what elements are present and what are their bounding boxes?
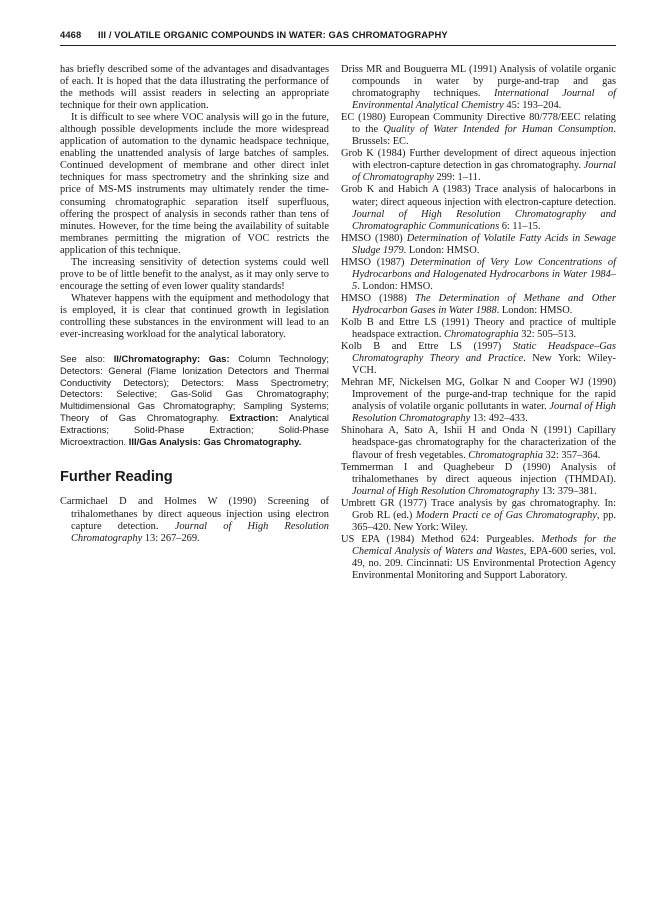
reference-item: Umbrett GR (1977) Trace analysis by gas chromatography. In: Grob RL (ed.) Modern Practi ce of Gas Chromatography, pp. 365–420. New York: Wiley. (341, 497, 616, 533)
further-reading-heading: Further Reading (60, 469, 173, 486)
body-paragraph: It is difficult to see where VOC analysis will go in the future, although possible developments include the more widespread application of automation to the dynamic headspace technique, enabling the unattended analysis of large batches of samples. Continued development of membrane and other direct inlet techniques for mass spectrometry and the shrinking size and price of MS-MS instruments may ultimately render the time-consuming chromatographic separation itself superfluous, offering the prospect of analysis in seconds rather than tens of minutes. However, for the time being the availability of suitable membranes permitting the migration of VOC restricts the application of this technique. (60, 112, 329, 256)
page-number: 4468 (60, 29, 82, 40)
right-column (341, 64, 616, 582)
reference-item: Grob K (1984) Further development of direct aqueous injection with electron-capture detection in gas chromatography. Journal of Chromatography 299: 1–11. (341, 148, 616, 184)
see-also-link[interactable]: Column Technology; Detectors: General (Flame Ionization Detectors and Thermal Conductivity Detectors); Detectors: Mass Spectrometry; Detectors: Selective; Gas-Solid Gas Chromatography; Multidimensional Gas Chromatography; Sampling Systems; Theory of Gas Chromatography. (60, 353, 329, 424)
reference-item: Carmichael D and Holmes W (1990) Screening of trihalomethanes by direct aqueous injection using electron capture detection. Journal of High Resolution Chromatography 13: 267–269. (60, 496, 329, 544)
left-column (60, 64, 329, 545)
see-also-label: See also: (60, 353, 106, 365)
reference-item: EC (1980) European Community Directive 80/778/EEC relating to the Quality of Water Intended for Human Consumption. Brussels: EC. (341, 112, 616, 148)
reference-item: Driss MR and Bouguerra ML (1991) Analysis of volatile organic compounds in water by purge-and-trap and gas chromatography techniques. International Journal of Environmental Analytical Chemistry 45: 193–204. (341, 64, 616, 112)
header-rule (60, 45, 616, 46)
reference-item: Grob K and Habich A (1983) Trace analysis of halocarbons in water; direct aqueous injection with electron-capture detection. Journal of High Resolution Chromatography and Chromatographic Communications 6: 11–15. (341, 184, 616, 232)
body-paragraph: Whatever happens with the equipment and methodology that is employed, it is clear that continued growth in legislation controlling these substances in the environment will lead to an ever-increasing workload for the analytical laboratory. (60, 292, 329, 341)
reference-item: HMSO (1980) Determination of Volatile Fatty Acids in Sewage Sludge 1979. London: HMSO. (341, 232, 616, 256)
running-header (60, 27, 616, 43)
see-also-link[interactable]: Analytical Extractions; Solid-Phase Extraction; Solid-Phase Microextraction. (60, 412, 329, 447)
body-paragraph: has briefly described some of the advantages and disadvantages of each. It is hoped that the data illustrating the performance of the methods will assist readers in selecting an appropriate technique for their own application. (60, 64, 329, 112)
see-also-link[interactable]: III/Gas Analysis: Gas Chromatography. (128, 435, 302, 447)
reference-item: US EPA (1984) Method 624: Purgeables. Methods for the Chemical Analysis of Waters and Wastes, EPA-600 series, vol. 49, no. 209. Cincinnati: US Environmental Protection Agency Environmental Monitoring and Support Laboratory. (341, 533, 617, 581)
reference-item: HMSO (1988) The Determination of Methane and Other Hydrocarbon Gases in Water 1988. London: HMSO. (341, 292, 616, 316)
body-paragraph: The increasing sensitivity of detection systems could well prove to be of little benefit to the analyst, as it may only serve to encourage the setting of even lower quality standards! (60, 256, 329, 292)
reference-item: Kolb B and Ettre LS (1991) Theory and practice of multiple headspace extraction. Chromatographia 32: 505–513. (341, 316, 616, 341)
see-also-link[interactable]: II/Chromatography: Gas: (113, 353, 230, 365)
running-title: III / VOLATILE ORGANIC COMPOUNDS IN WATER: GAS CHROMATOGRAPHY (98, 29, 448, 40)
reference-item: HMSO (1987) Determination of Very Low Concentrations of Hydrocarbons and Halogenated Hydrocarbons in Water 1984–5. London: HMSO. (341, 256, 616, 292)
reference-item: Shinohara A, Sato A, Ishii H and Onda N (1991) Capillary headspace-gas chromatography for the characterization of the flavour of fresh vegetables. Chromatographia 32: 357–364. (341, 425, 616, 461)
see-also-link[interactable]: Extraction: (229, 412, 279, 424)
reference-item: Temmerman I and Quaghebeur D (1990) Analysis of trihalomethanes by direct aqueous injection (THMDAI). Journal of High Resolution Chromatography 13: 379–381. (341, 461, 616, 497)
see-also-block (60, 353, 329, 447)
reference-item: Mehran MF, Nickelsen MG, Golkar N and Cooper WJ (1990) Improvement of the purge-and-trap technique for the rapid analysis of volatile organic pollutants in water. Journal of High Resolution Chromatography 13: 492–433. (341, 377, 616, 425)
reference-item: Kolb B and Ettre LS (1997) Static Headspace–Gas Chromatography Theory and Practice. New York: Wiley-VCH. (341, 341, 616, 377)
